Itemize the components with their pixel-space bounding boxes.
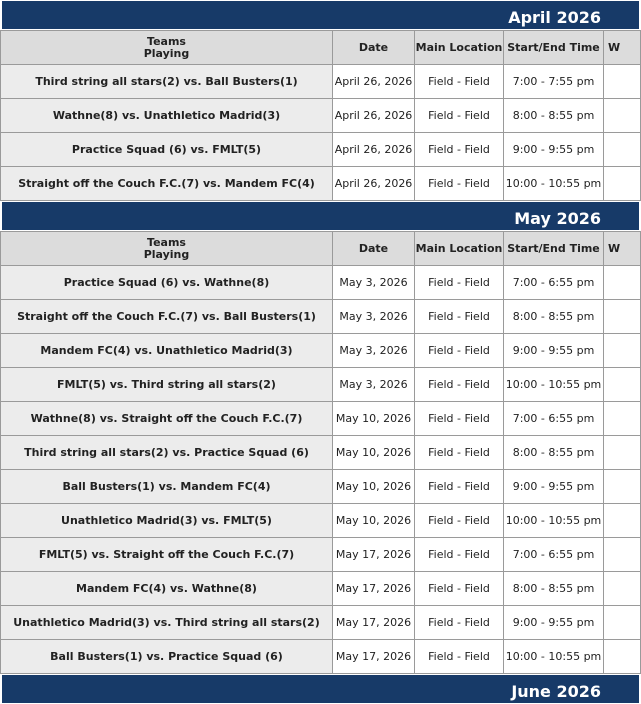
game-date: May 17, 2026	[333, 640, 415, 674]
month-title: April 2026	[508, 8, 601, 27]
column-header-date[interactable]: Date	[333, 31, 415, 65]
game-time: 9:00 - 9:55 pm	[504, 334, 604, 368]
game-location[interactable]: Field - Field	[415, 368, 504, 402]
game-extra	[604, 334, 641, 368]
table-row	[1, 606, 641, 640]
game-time: 7:00 - 6:55 pm	[504, 538, 604, 572]
game-location[interactable]: Field - Field	[415, 167, 504, 201]
table-row	[1, 167, 641, 201]
game-date: May 3, 2026	[333, 368, 415, 402]
game-extra	[604, 266, 641, 300]
game-time: 10:00 - 10:55 pm	[504, 368, 604, 402]
game-teams[interactable]: Unathletico Madrid(3) vs. FMLT(5)	[1, 504, 333, 538]
game-date: May 3, 2026	[333, 334, 415, 368]
game-teams[interactable]: Wathne(8) vs. Straight off the Couch F.C.(7)	[1, 402, 333, 436]
column-header-extra[interactable]: W	[604, 31, 641, 65]
game-location[interactable]: Field - Field	[415, 99, 504, 133]
game-date: May 10, 2026	[333, 470, 415, 504]
header-row	[1, 31, 641, 65]
table-row	[1, 470, 641, 504]
game-extra	[604, 538, 641, 572]
game-teams[interactable]: Unathletico Madrid(3) vs. Third string all stars(2)	[1, 606, 333, 640]
game-location[interactable]: Field - Field	[415, 266, 504, 300]
game-date: May 3, 2026	[333, 266, 415, 300]
game-date: May 10, 2026	[333, 402, 415, 436]
game-extra	[604, 99, 641, 133]
column-header-time[interactable]: Start/End Time	[504, 232, 604, 266]
game-time: 10:00 - 10:55 pm	[504, 640, 604, 674]
table-row	[1, 402, 641, 436]
game-date: April 26, 2026	[333, 99, 415, 133]
game-date: April 26, 2026	[333, 167, 415, 201]
game-time: 8:00 - 8:55 pm	[504, 572, 604, 606]
game-time: 10:00 - 10:55 pm	[504, 167, 604, 201]
game-location[interactable]: Field - Field	[415, 538, 504, 572]
header-row	[1, 232, 641, 266]
game-teams[interactable]: FMLT(5) vs. Straight off the Couch F.C.(7)	[1, 538, 333, 572]
month-header	[0, 0, 640, 30]
schedule-table	[0, 231, 641, 674]
month-header	[0, 674, 640, 704]
column-header-location[interactable]: Main Location	[415, 31, 504, 65]
game-teams[interactable]: Wathne(8) vs. Unathletico Madrid(3)	[1, 99, 333, 133]
table-row	[1, 99, 641, 133]
game-teams[interactable]: Practice Squad (6) vs. Wathne(8)	[1, 266, 333, 300]
game-extra	[604, 167, 641, 201]
table-row	[1, 436, 641, 470]
game-teams[interactable]: FMLT(5) vs. Third string all stars(2)	[1, 368, 333, 402]
game-teams[interactable]: Mandem FC(4) vs. Wathne(8)	[1, 572, 333, 606]
game-location[interactable]: Field - Field	[415, 133, 504, 167]
game-date: April 26, 2026	[333, 133, 415, 167]
month-title: June 2026	[511, 682, 601, 701]
game-date: May 17, 2026	[333, 606, 415, 640]
game-extra	[604, 640, 641, 674]
game-date: May 10, 2026	[333, 504, 415, 538]
table-row	[1, 65, 641, 99]
table-row	[1, 266, 641, 300]
game-location[interactable]: Field - Field	[415, 402, 504, 436]
game-extra	[604, 606, 641, 640]
game-teams[interactable]: Straight off the Couch F.C.(7) vs. Ball Busters(1)	[1, 300, 333, 334]
game-time: 9:00 - 9:55 pm	[504, 470, 604, 504]
table-row	[1, 133, 641, 167]
month-header	[0, 201, 640, 231]
game-time: 8:00 - 8:55 pm	[504, 436, 604, 470]
game-date: May 17, 2026	[333, 538, 415, 572]
table-row	[1, 572, 641, 606]
column-header-location[interactable]: Main Location	[415, 232, 504, 266]
game-extra	[604, 436, 641, 470]
game-time: 8:00 - 8:55 pm	[504, 300, 604, 334]
game-time: 9:00 - 9:55 pm	[504, 133, 604, 167]
schedule-table	[0, 30, 641, 201]
game-time: 7:00 - 6:55 pm	[504, 402, 604, 436]
column-header-teams[interactable]: Teams Playing	[1, 232, 333, 266]
game-date: April 26, 2026	[333, 65, 415, 99]
game-date: May 17, 2026	[333, 572, 415, 606]
game-extra	[604, 133, 641, 167]
game-teams[interactable]: Ball Busters(1) vs. Practice Squad (6)	[1, 640, 333, 674]
game-location[interactable]: Field - Field	[415, 334, 504, 368]
game-location[interactable]: Field - Field	[415, 470, 504, 504]
game-date: May 3, 2026	[333, 300, 415, 334]
game-teams[interactable]: Mandem FC(4) vs. Unathletico Madrid(3)	[1, 334, 333, 368]
game-location[interactable]: Field - Field	[415, 504, 504, 538]
game-teams[interactable]: Straight off the Couch F.C.(7) vs. Mandem FC(4)	[1, 167, 333, 201]
game-time: 10:00 - 10:55 pm	[504, 504, 604, 538]
game-extra	[604, 65, 641, 99]
game-teams[interactable]: Third string all stars(2) vs. Practice Squad (6)	[1, 436, 333, 470]
table-row	[1, 504, 641, 538]
game-location[interactable]: Field - Field	[415, 65, 504, 99]
game-location[interactable]: Field - Field	[415, 572, 504, 606]
game-time: 8:00 - 8:55 pm	[504, 99, 604, 133]
game-date: May 10, 2026	[333, 436, 415, 470]
game-extra	[604, 300, 641, 334]
game-teams[interactable]: Ball Busters(1) vs. Mandem FC(4)	[1, 470, 333, 504]
game-location[interactable]: Field - Field	[415, 640, 504, 674]
game-time: 7:00 - 6:55 pm	[504, 266, 604, 300]
table-row	[1, 334, 641, 368]
game-location[interactable]: Field - Field	[415, 300, 504, 334]
game-location[interactable]: Field - Field	[415, 606, 504, 640]
game-extra	[604, 470, 641, 504]
column-header-time[interactable]: Start/End Time	[504, 31, 604, 65]
table-row	[1, 368, 641, 402]
table-row	[1, 300, 641, 334]
game-extra	[604, 368, 641, 402]
column-header-extra[interactable]: W	[604, 232, 641, 266]
column-header-teams[interactable]: Teams Playing	[1, 31, 333, 65]
game-time: 9:00 - 9:55 pm	[504, 606, 604, 640]
game-extra	[604, 572, 641, 606]
month-title: May 2026	[514, 209, 601, 228]
table-row	[1, 538, 641, 572]
game-extra	[604, 402, 641, 436]
game-extra	[604, 504, 641, 538]
game-teams[interactable]: Practice Squad (6) vs. FMLT(5)	[1, 133, 333, 167]
game-location[interactable]: Field - Field	[415, 436, 504, 470]
game-time: 7:00 - 7:55 pm	[504, 65, 604, 99]
table-row	[1, 640, 641, 674]
column-header-date[interactable]: Date	[333, 232, 415, 266]
game-teams[interactable]: Third string all stars(2) vs. Ball Busters(1)	[1, 65, 333, 99]
